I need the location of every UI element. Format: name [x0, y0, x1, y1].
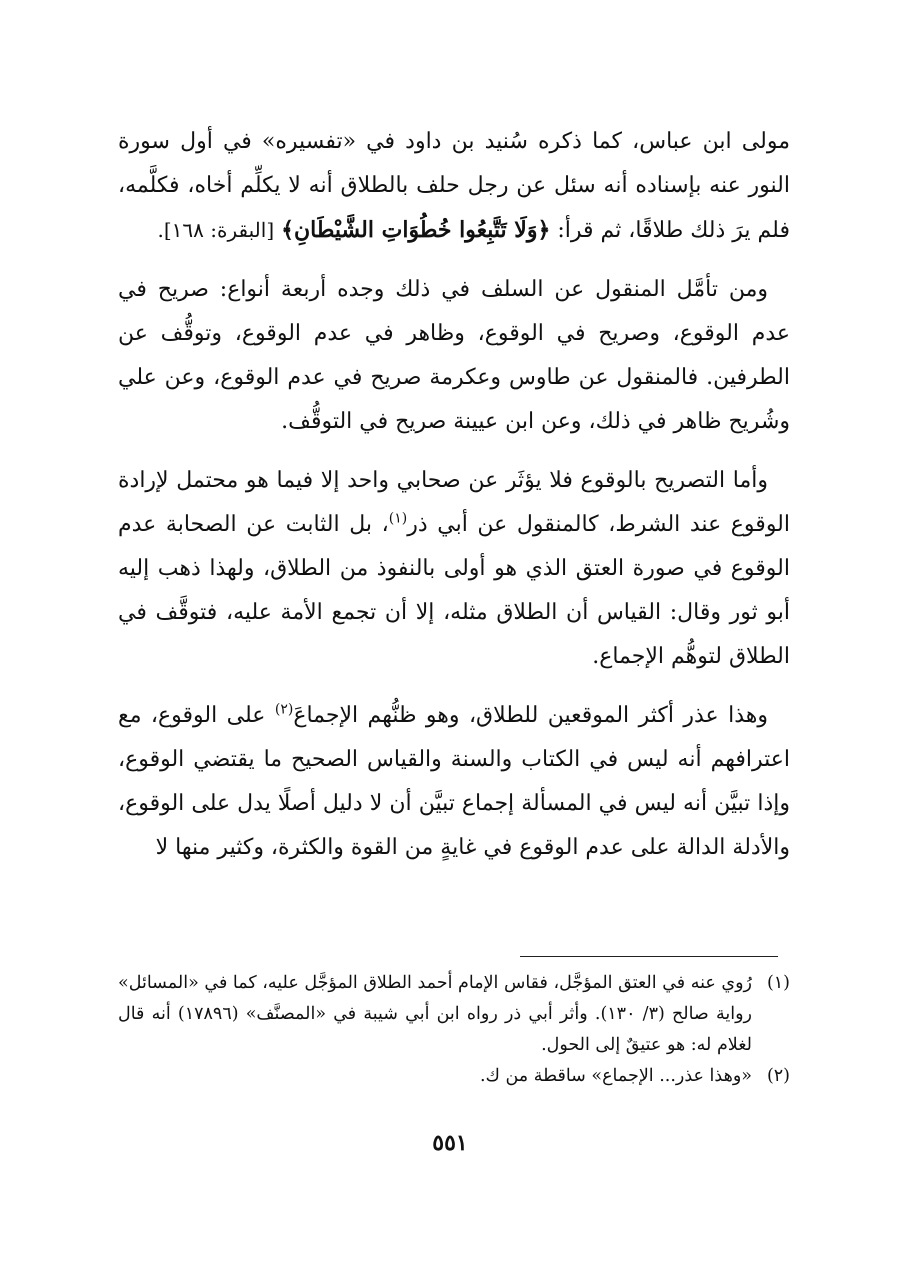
paragraph-4-text-after: على الوقوع، مع اعترافهم أنه ليس في الكتاب والسنة والقياس الصحيح ما يقتضي الوقوع، وإذا تبيَّن أنه ليس في المسألة إجماع تبيَّن أن لا دليل أصلًا يدل على الوقوع، والأدلة الدالة على عدم الوقوع في غايةٍ من القوة والكثرة، وكثير منها لا	[118, 703, 790, 860]
paragraph-2	[118, 268, 790, 444]
quran-verse: ﴿وَلَا تَتَّبِعُوا خُطُوَاتِ الشَّيْطَانِ﴾	[281, 217, 551, 243]
footnote-1-text: رُوي عنه في العتق المؤجَّل، فقاس الإمام أحمد الطلاق المؤجَّل عليه، كما في «المسائل» رواية صالح (٣/ ١٣٠). وأثر أبي ذر رواه ابن أبي شيبة في «المصنَّف» (١٧٨٩٦) أنه قال لغلام له: هو عتيقٌ إلى الحول.	[118, 973, 752, 1055]
paragraph-3	[118, 459, 790, 679]
paragraph-1	[118, 120, 790, 253]
verse-reference: [البقرة: ١٦٨].	[157, 218, 275, 242]
footnote-2-text: «وهذا عذر... الإجماع» ساقطة من ك.	[479, 1066, 752, 1086]
footnote-2-number: (٢)	[766, 1066, 790, 1086]
paragraph-4-text-before: وهذا عذر أكثر الموقعين للطلاق، وهو ظنُّهم الإجماعَ	[293, 703, 768, 728]
paragraph-3-text-after: ، بل الثابت عن الصحابة عدم الوقوع في صورة العتق الذي هو أولى بالنفوذ من الطلاق، ولهذا ذهب إليه أبو ثور وقال: القياس أن الطلاق مثله، إلا أن تجمع الأمة عليه، فتوقَّف في الطلاق لتوهُّم الإجماع.	[118, 512, 790, 669]
footnotes	[118, 968, 790, 1092]
footnote-1	[118, 968, 790, 1061]
footnote-1-number: (١)	[766, 973, 790, 993]
footnote-divider	[520, 956, 778, 957]
paragraph-1-text: مولى ابن عباس، كما ذكره سُنيد بن داود في «تفسيره» في أول سورة النور عنه بإسناده أنه سئل عن رجل حلف بالطلاق أنه لا يكلِّم أخاه، فكلَّمه، فلم يرَ ذلك طلاقًا، ثم قرأ:	[118, 129, 790, 243]
footnote-marker-1[interactable]: (١)	[388, 510, 408, 527]
paragraph-4	[118, 694, 790, 870]
paragraph-3-text-before: وأما التصريح بالوقوع فلا يؤثَر عن صحابي واحد إلا فيما هو محتمل لإرادة الوقوع عند الشرط، كالمنقول عن أبي ذر	[118, 468, 790, 537]
page-number: ٥٥١	[432, 1130, 468, 1156]
footnote-marker-2[interactable]: (٢)	[274, 701, 294, 718]
paragraph-2-text: ومن تأمَّل المنقول عن السلف في ذلك وجده أربعة أنواع: صريح في عدم الوقوع، وصريح في الوقوع، وظاهر في عدم الوقوع، وتوقُّف عن الطرفين. فالمنقول عن طاوس وعكرمة صريح في عدم الوقوع، وعن علي وشُريح ظاهر في ذلك، وعن ابن عيينة صريح في التوقُّف.	[118, 277, 790, 434]
main-text	[118, 120, 790, 885]
footnote-2	[118, 1061, 790, 1092]
